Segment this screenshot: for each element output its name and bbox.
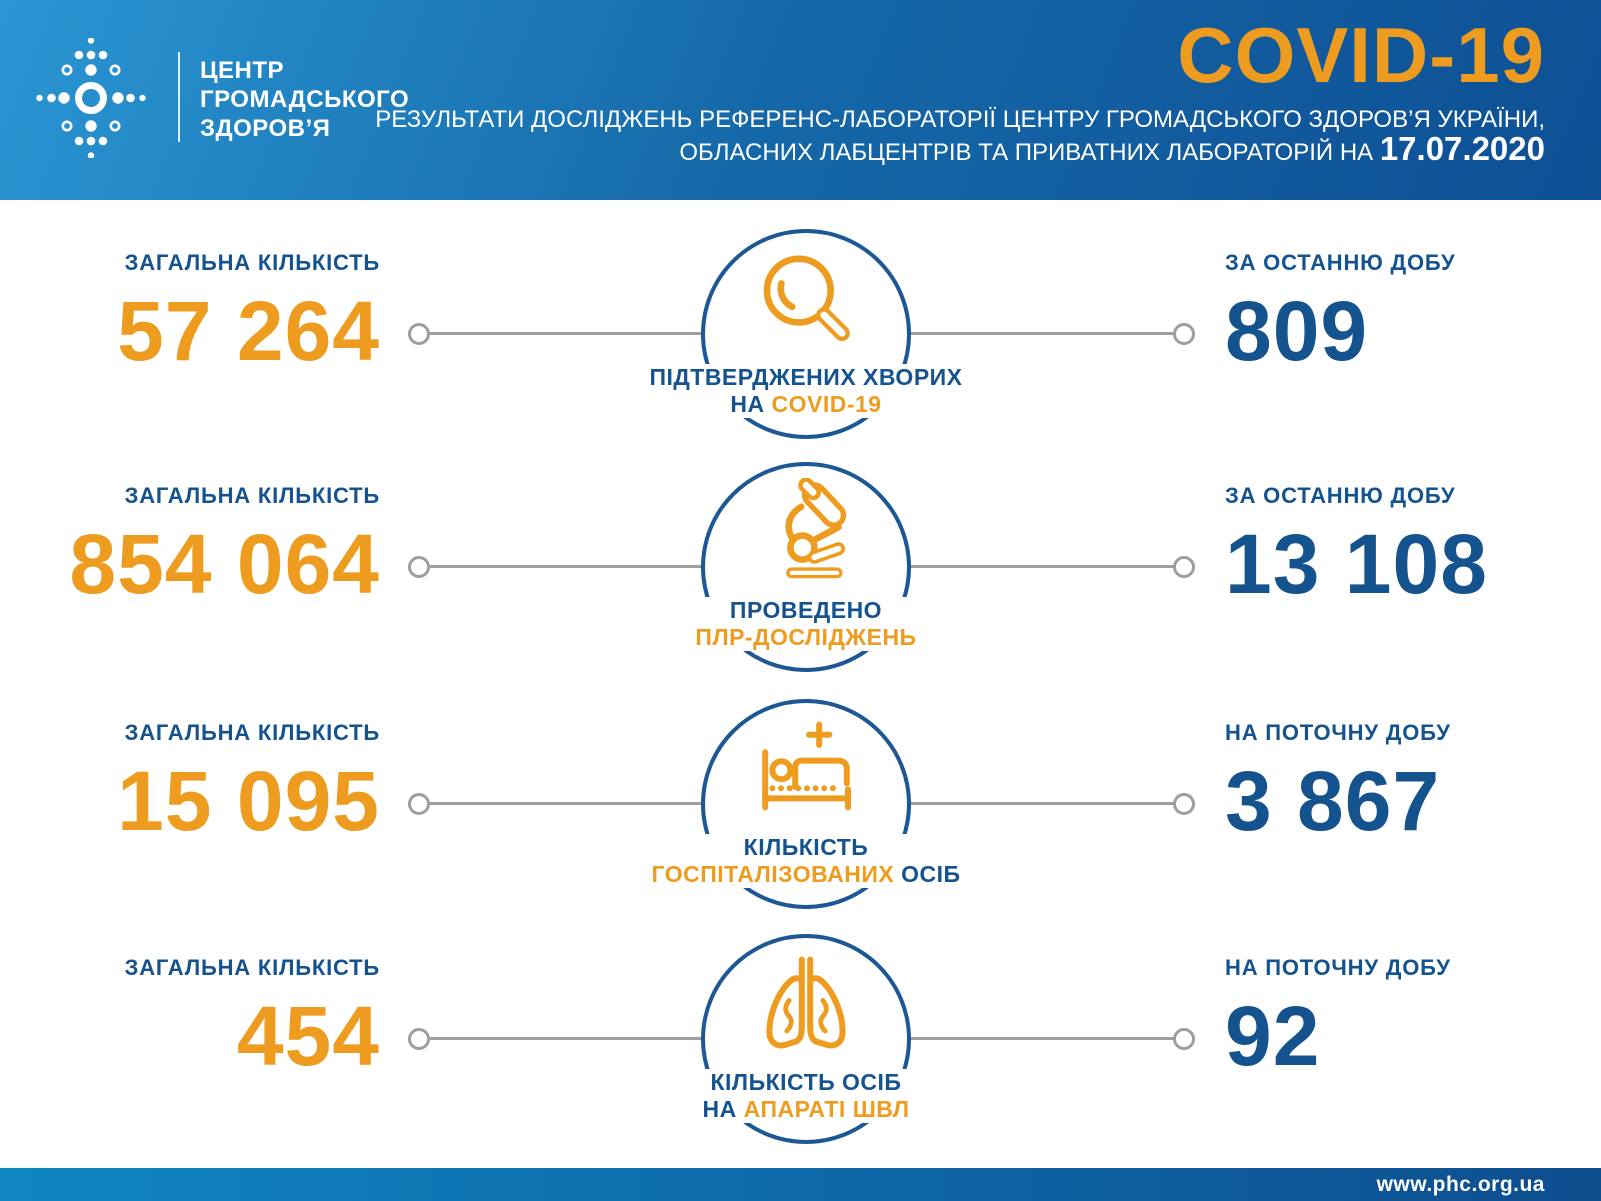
total-label: ЗАГАЛЬНА КІЛЬКІСТЬ: [124, 483, 380, 508]
total-value: 57 264: [117, 284, 380, 378]
total-stat: [0, 222, 380, 457]
icon-caption: [639, 364, 972, 418]
caption-line: [695, 624, 916, 651]
period-stat: [1225, 455, 1601, 690]
org-name-line: ГРОМАДСЬКОГО: [200, 86, 410, 113]
caption-line: [649, 364, 962, 391]
connector-dot: [408, 793, 430, 815]
connector-line: [430, 802, 701, 805]
period-stat: [1225, 927, 1601, 1162]
total-label: ЗАГАЛЬНА КІЛЬКІСТЬ: [124, 955, 380, 980]
period-stat: [1225, 222, 1601, 457]
subtitle-line2-text: ОБЛАСНИХ ЛАБЦЕНТРІВ ТА ПРИВАТНИХ ЛАБОРАТОРІЙ НА: [679, 139, 1380, 166]
period-value: 809: [1225, 284, 1369, 378]
total-stat: [0, 927, 380, 1162]
caption-segment: ГОСПІТАЛІЗОВАНИХ: [651, 861, 895, 887]
icon-caption: [693, 1069, 920, 1123]
stat-row: [0, 222, 1601, 457]
total-stat: [0, 692, 380, 927]
connector-line: [911, 802, 1176, 805]
caption-line: [703, 1096, 910, 1123]
period-value: 13 108: [1225, 517, 1488, 611]
connector-line: [911, 565, 1176, 568]
header-banner: [0, 0, 1601, 200]
period-stat: [1225, 692, 1601, 927]
caption-line: [651, 834, 960, 861]
subtitle-line1: РЕЗУЛЬТАТИ ДОСЛІДЖЕНЬ РЕФЕРЕНС-ЛАБОРАТОРІЇ ЦЕНТРУ ГРОМАДСЬКОГО ЗДОРОВ’Я УКРАЇНИ,: [375, 106, 1545, 133]
report-date: 17.07.2020: [1379, 130, 1545, 167]
lungs-icon: [746, 950, 866, 1070]
period-value: 3 867: [1225, 754, 1441, 848]
total-label: ЗАГАЛЬНА КІЛЬКІСТЬ: [124, 720, 380, 745]
caption-segment: ПІДТВЕРДЖЕНИХ ХВОРИХ: [649, 364, 963, 390]
period-label: НА ПОТОЧНУ ДОБУ: [1225, 720, 1451, 745]
connector-line: [911, 332, 1176, 335]
connector-dot: [408, 323, 430, 345]
covid19-title: COVID-19: [1177, 11, 1545, 99]
magnifier-icon: [746, 245, 866, 365]
connector-dot: [1173, 1028, 1195, 1050]
connector-line: [430, 332, 701, 335]
website-url: www.phc.org.ua: [1376, 1172, 1545, 1196]
connector-line: [430, 1037, 701, 1040]
org-name-line: ЦЕНТР: [200, 57, 285, 84]
caption-segment: COVID-19: [771, 391, 882, 417]
caption-line: [703, 1069, 910, 1096]
total-stat: [0, 455, 380, 690]
total-value: 15 095: [117, 754, 380, 848]
total-label: ЗАГАЛЬНА КІЛЬКІСТЬ: [124, 250, 380, 275]
period-label: ЗА ОСТАННЮ ДОБУ: [1225, 483, 1456, 508]
hospital-bed-icon: [746, 715, 866, 835]
stat-row: [0, 692, 1601, 927]
caption-line: [695, 597, 916, 624]
caption-segment: ПЛР-ДОСЛІДЖЕНЬ: [695, 624, 917, 650]
icon-caption: [685, 597, 926, 651]
subtitle-line2: [679, 132, 1545, 170]
connector-dot: [408, 1028, 430, 1050]
footer-bar: [0, 1168, 1601, 1201]
connector-line: [911, 1037, 1176, 1040]
caption-segment: ПРОВЕДЕНО: [729, 597, 883, 623]
total-value: 454: [236, 989, 380, 1083]
period-value: 92: [1225, 989, 1321, 1083]
icon-caption: [641, 834, 970, 888]
connector-dot: [1173, 556, 1195, 578]
caption-segment: КІЛЬКІСТЬ ОСІБ: [710, 1069, 902, 1095]
phc-logo-icon: [31, 38, 151, 158]
connector-dot: [1173, 323, 1195, 345]
microscope-icon: [746, 478, 866, 598]
period-label: ЗА ОСТАННЮ ДОБУ: [1225, 250, 1456, 275]
connector-line: [430, 565, 701, 568]
caption-segment: ОСІБ: [894, 861, 961, 887]
total-value: 854 064: [69, 517, 380, 611]
org-name-line: ЗДОРОВ’Я: [200, 115, 331, 142]
connector-dot: [408, 556, 430, 578]
connector-dot: [1173, 793, 1195, 815]
stat-row: [0, 455, 1601, 690]
period-label: НА ПОТОЧНУ ДОБУ: [1225, 955, 1451, 980]
caption-line: [651, 861, 960, 888]
stat-row: [0, 927, 1601, 1162]
caption-line: [649, 391, 962, 418]
caption-segment: КІЛЬКІСТЬ: [743, 834, 869, 860]
caption-segment: НА: [702, 1096, 744, 1122]
logo-divider: [178, 52, 180, 142]
caption-segment: НА: [730, 391, 772, 417]
caption-segment: АПАРАТІ ШВЛ: [743, 1096, 910, 1122]
